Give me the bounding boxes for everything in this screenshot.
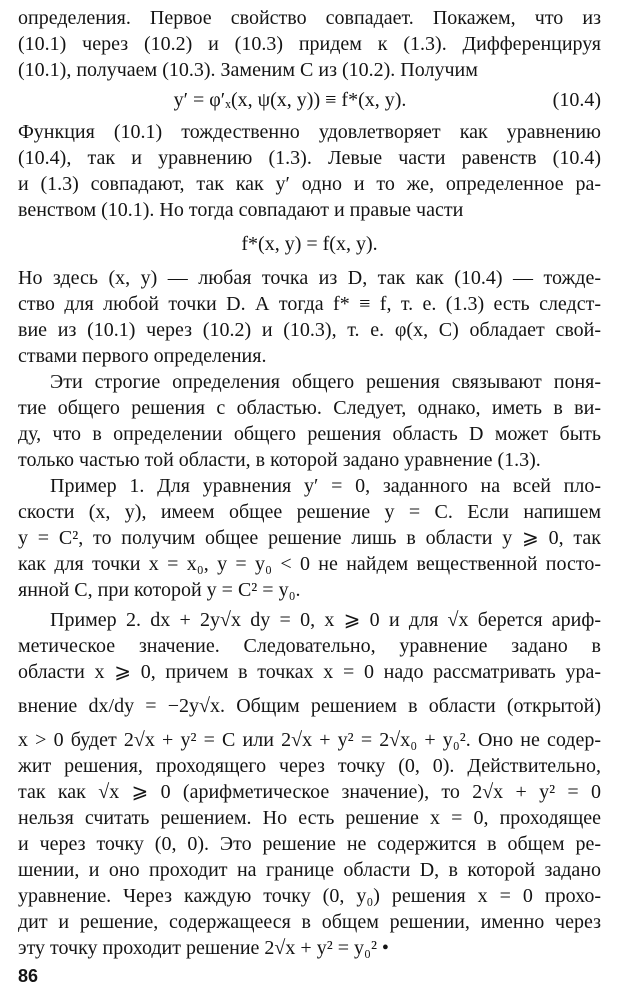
text-line-3: (10.1), получаем (10.3). Заменим C из (10.2). Получим bbox=[18, 59, 478, 81]
example-2-line-6: жит решения, проходящего через точку (0, 0). Действительно, bbox=[18, 755, 601, 777]
page-number: 86 bbox=[18, 966, 39, 986]
example-1-line-2: скости (x, y), имеем общее решение y = C. Если напишем bbox=[18, 501, 601, 523]
example-2-line-1: Пример 2. dx + 2y√x dy = 0, x ⩾ 0 и для √x берется ариф- bbox=[50, 609, 601, 631]
equation-f-star: f*(x, y) = f(x, y). bbox=[241, 233, 378, 255]
text-line-4: Функция (10.1) тождественно удовлетворяет как уравнению bbox=[18, 121, 601, 143]
text-line-1: определения. Первое свойство совпадает. Покажем, что из bbox=[18, 7, 601, 29]
text-line-13: тие общего решения с областью. Следует, однако, иметь в ви- bbox=[18, 397, 601, 419]
text-line-5: (10.4), так и уравнению (1.3). Левые части равенств (10.4) bbox=[18, 147, 601, 169]
example-2-line-3: области x ⩾ 0, причем в точках x = 0 надо рассматривать ура- bbox=[18, 661, 601, 683]
example-1-line-5: янной C, при которой y = C² = y₀. bbox=[18, 579, 301, 601]
text-line-6: и (1.3) совпадают, так как y′ одно и то же, определенное ра- bbox=[18, 173, 601, 195]
text-line-7: венством (10.1). Но тогда совпадают и правые части bbox=[18, 199, 464, 221]
example-2-line-2: метическое значение. Следовательно, уравнение задано в bbox=[18, 635, 601, 657]
text-line-8: Но здесь (x, y) — любая точка из D, так как (10.4) — тожде- bbox=[18, 267, 601, 289]
example-1-line-1: Пример 1. Для уравнения y′ = 0, заданного на всей пло- bbox=[50, 475, 601, 497]
example-2-line-5: x > 0 будет 2√x + y² = C или 2√x + y² = 2√x₀ + y₀². Оно не содер- bbox=[18, 729, 601, 751]
text-line-14: ду, что в определении общего решения область D может быть bbox=[18, 423, 601, 445]
equation-number-10-4: (10.4) bbox=[552, 89, 601, 111]
example-1-line-4: как для точки x = x₀, y = y₀ < 0 не найдем вещественной посто- bbox=[18, 553, 601, 575]
example-2-line-9: и через точку (0, 0). Это решение не содержится в общем ре- bbox=[18, 833, 601, 855]
example-2-line-7: так как √x ⩾ 0 (арифметическое значение), то 2√x + y² = 0 bbox=[18, 781, 601, 803]
example-2-line-11: уравнение. Через каждую точку (0, y₀) решения x = 0 прохо- bbox=[18, 885, 601, 907]
example-1-line-3: y = C², то получим общее решение лишь в области y ⩾ 0, так bbox=[18, 527, 601, 549]
text-line-10: вие из (10.1) через (10.2) и (10.3), т. е. φ(x, C) обладает свой- bbox=[18, 319, 601, 341]
example-2-line-10: шении, и оно проходит на границе области D, в которой задано bbox=[18, 859, 601, 881]
text-line-11: ствами первого определения. bbox=[18, 345, 267, 367]
example-2-line-13: эту точку проходит решение 2√x + y² = y₀² • bbox=[18, 937, 389, 959]
text-line-2: (10.1) через (10.2) и (10.3) придем к (1.3). Дифференцируя bbox=[18, 33, 601, 55]
equation-10-4: y′ = φ′ₓ(x, ψ(x, y)) ≡ f*(x, y). bbox=[173, 89, 407, 111]
text-line-9: ство для любой точки D. А тогда f* ≡ f, т. е. (1.3) есть следст- bbox=[18, 293, 601, 315]
example-2-line-12: дит и решение, содержащееся в общем решении, именно через bbox=[18, 911, 601, 933]
example-2-line-8: нельзя считать решением. Но есть решение x = 0, проходящее bbox=[18, 807, 601, 829]
text-line-12: Эти строгие определения общего решения связывают поня- bbox=[50, 371, 601, 393]
example-2-line-4: внение dx/dy = −2y√x. Общим решением в области (открытой) bbox=[18, 695, 601, 717]
text-line-15: только частью той области, в которой задано уравнение (1.3). bbox=[18, 449, 541, 471]
